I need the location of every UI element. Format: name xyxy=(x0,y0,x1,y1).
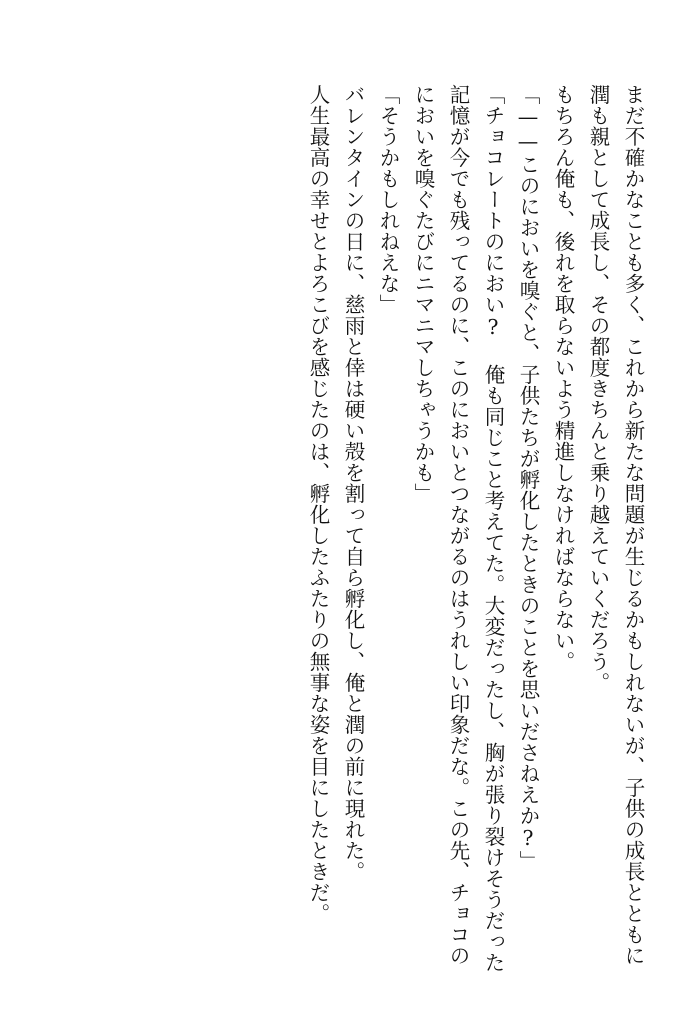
paragraph-3-dialogue: 「——このにおいを嗅ぐと、子供たちが孵化したときのことを思いださねえか?」 xyxy=(516,84,540,872)
paragraph-6: バレンタインの日に、慈雨と倖は硬い殻を割って自ら孵化し、俺と潤の前に現れた。 xyxy=(341,84,365,882)
paragraph-7: 人生最高の幸せとよろこびを感じたのは、孵化したふたりの無事な姿を目にしたときだ。 xyxy=(306,84,330,924)
vertical-text-body xyxy=(30,84,650,984)
paragraph-1: まだ不確かなことも多く、これから新たな問題が生じるかもしれないが、子供の成長とともに潤も親として成長し、その都度きちんと乗り越えていくだろう。 xyxy=(586,84,645,966)
paragraph-4-dialogue: 「チョコレートのにおい? 俺も同じこと考えてた。大変だったし、胸が張り裂けそうだった記憶が今でも残ってるのに、このにおいとつながるのはうれしい印象だな。この先、チョコのにおいを嗅ぐたびにニマニマしちゃうかも」 xyxy=(411,84,505,973)
paragraph-5-dialogue: 「そうかもしれねえな」 xyxy=(376,84,400,315)
paragraph-2: もちろん俺も、後れを取らないよう精進しなければならない。 xyxy=(551,84,575,672)
